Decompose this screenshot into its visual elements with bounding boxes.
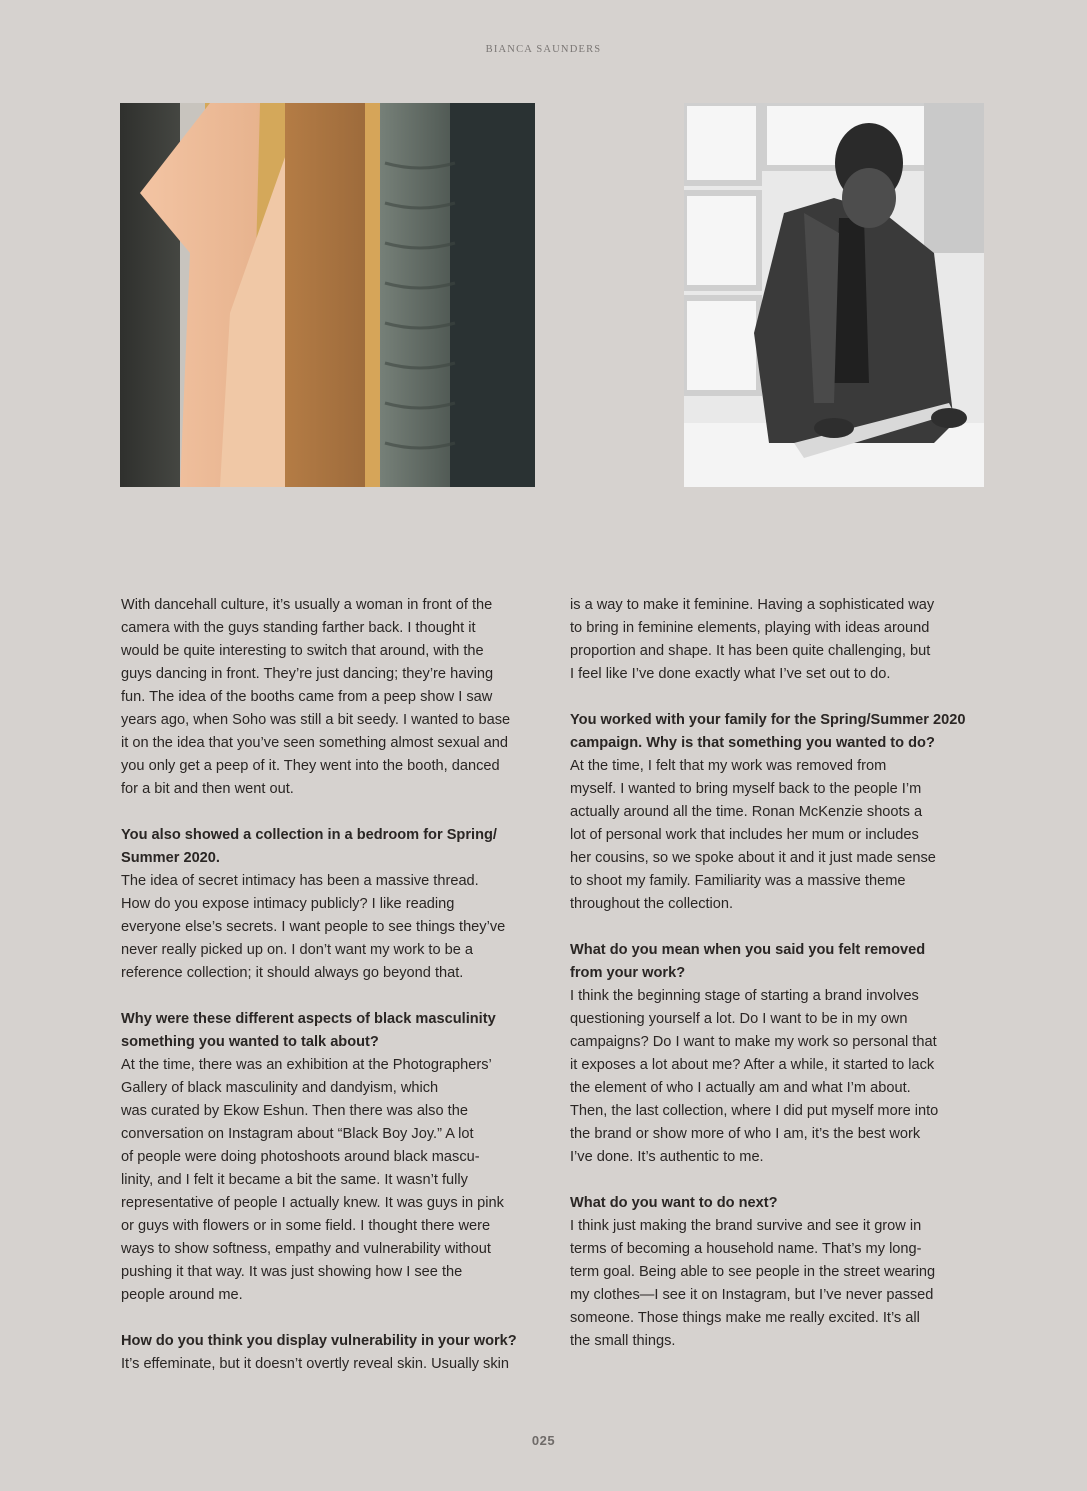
text-line: for a bit and then went out. — [121, 781, 294, 797]
text-line: to shoot my family. Familiarity was a massive theme — [570, 873, 906, 889]
text-line: I’ve done. It’s authentic to me. — [570, 1149, 764, 1165]
interview-question — [570, 939, 990, 985]
text-line: the brand or show more of who I am, it’s the best work — [570, 1126, 921, 1142]
paragraph-answer — [570, 755, 990, 916]
interview-question — [121, 1330, 541, 1353]
text-line: it exposes a lot about me? After a while, it started to lack — [570, 1057, 935, 1073]
paragraph-answer — [121, 870, 541, 985]
text-line: representative of people I actually knew. It was guys in pink — [121, 1195, 504, 1211]
paragraph-gap — [570, 1169, 990, 1192]
paragraph-answer — [570, 594, 990, 686]
text-line: What do you mean when you said you felt removed — [570, 942, 926, 958]
text-line: The idea of secret intimacy has been a massive thread. — [121, 873, 479, 889]
interview-question — [570, 1192, 990, 1215]
text-line: never really picked up on. I don’t want my work to be a — [121, 942, 474, 958]
text-line: How do you expose intimacy publicly? I like reading — [121, 896, 455, 912]
text-line: term goal. Being able to see people in the street wearing — [570, 1264, 936, 1280]
paragraph-answer — [121, 1353, 541, 1376]
text-line: it on the idea that you’ve seen something almost sexual and — [121, 735, 508, 751]
text-line: years ago, when Soho was still a bit seedy. I wanted to base — [121, 712, 511, 728]
text-line: linity, and I felt it became a bit the same. It wasn’t fully — [121, 1172, 468, 1188]
paragraph-gap — [121, 985, 541, 1008]
clothes-rack-photo — [120, 103, 535, 487]
paragraph-answer — [121, 594, 541, 801]
text-line: It’s effeminate, but it doesn’t overtly reveal skin. Usually skin — [121, 1356, 509, 1372]
text-line: I think the beginning stage of starting a brand involves — [570, 988, 919, 1004]
text-line: Gallery of black masculinity and dandyism, which — [121, 1080, 439, 1096]
text-line: people around me. — [121, 1287, 243, 1303]
text-line: is a way to make it feminine. Having a sophisticated way — [570, 597, 935, 613]
text-line: How do you think you display vulnerability in your work? — [121, 1333, 517, 1349]
left-text-column — [121, 594, 541, 1376]
text-line: Why were these different aspects of black masculinity — [121, 1011, 496, 1027]
text-line: campaigns? Do I want to make my work so personal that — [570, 1034, 937, 1050]
designer-portrait-photo — [684, 103, 984, 487]
paragraph-gap — [121, 1307, 541, 1330]
text-line: would be quite interesting to switch that around, with the — [121, 643, 484, 659]
text-line: something you wanted to talk about? — [121, 1034, 379, 1050]
text-line: camera with the guys standing farther back. I thought it — [121, 620, 476, 636]
interview-question — [121, 1008, 541, 1054]
text-line: guys dancing in front. They’re just dancing; they’re having — [121, 666, 494, 682]
text-line: Summer 2020. — [121, 850, 220, 866]
paragraph-gap — [570, 916, 990, 939]
text-line: campaign. Why is that something you wanted to do? — [570, 735, 935, 751]
text-line: someone. Those things make me really excited. It’s all — [570, 1310, 920, 1326]
text-line: questioning yourself a lot. Do I want to be in my own — [570, 1011, 908, 1027]
text-line: or guys with flowers or in some field. I thought there were — [121, 1218, 491, 1234]
page-number: 025 — [531, 1433, 556, 1448]
text-line: from your work? — [570, 965, 686, 981]
text-line: I feel like I’ve done exactly what I’ve set out to do. — [570, 666, 891, 682]
text-line: conversation on Instagram about “Black Boy Joy.” A lot — [121, 1126, 474, 1142]
text-line: throughout the collection. — [570, 896, 734, 912]
text-line: myself. I wanted to bring myself back to the people I’m — [570, 781, 922, 797]
text-line: of people were doing photoshoots around black mascu- — [121, 1149, 480, 1165]
paragraph-answer — [570, 1215, 990, 1353]
text-line: was curated by Ekow Eshun. Then there was also the — [121, 1103, 468, 1119]
right-text-column — [570, 594, 990, 1353]
text-line: ways to show softness, empathy and vulnerability without — [121, 1241, 491, 1257]
paragraph-gap — [570, 686, 990, 709]
text-line: the element of who I actually am and what I’m about. — [570, 1080, 911, 1096]
text-line: You also showed a collection in a bedroom for Spring/ — [121, 827, 497, 843]
text-line: terms of becoming a household name. That’s my long- — [570, 1241, 922, 1257]
interview-question — [570, 709, 990, 755]
interview-question — [121, 824, 541, 870]
running-head: BIANCA SAUNDERS — [485, 44, 602, 55]
paragraph-answer — [570, 985, 990, 1169]
text-line: proportion and shape. It has been quite challenging, but — [570, 643, 931, 659]
text-line: lot of personal work that includes her mum or includes — [570, 827, 919, 843]
paragraph-answer — [121, 1054, 541, 1307]
text-line: With dancehall culture, it’s usually a woman in front of the — [121, 597, 493, 613]
text-line: At the time, I felt that my work was removed from — [570, 758, 887, 774]
text-line: fun. The idea of the booths came from a peep show I saw — [121, 689, 493, 705]
text-line: to bring in feminine elements, playing with ideas around — [570, 620, 930, 636]
text-line: Then, the last collection, where I did put myself more into — [570, 1103, 939, 1119]
text-line: At the time, there was an exhibition at the Photographers’ — [121, 1057, 492, 1073]
text-line: my clothes—I see it on Instagram, but I’ve never passed — [570, 1287, 934, 1303]
text-line: actually around all the time. Ronan McKenzie shoots a — [570, 804, 923, 820]
text-line: pushing it that way. It was just showing how I see the — [121, 1264, 463, 1280]
paragraph-gap — [121, 801, 541, 824]
text-line: I think just making the brand survive and see it grow in — [570, 1218, 922, 1234]
text-line: the small things. — [570, 1333, 676, 1349]
text-line: reference collection; it should always go beyond that. — [121, 965, 464, 981]
text-line: you only get a peep of it. They went into the booth, danced — [121, 758, 500, 774]
text-line: What do you want to do next? — [570, 1195, 778, 1211]
text-line: her cousins, so we spoke about it and it just made sense — [570, 850, 936, 866]
text-line: everyone else’s secrets. I want people to see things they’ve — [121, 919, 506, 935]
text-line: You worked with your family for the Spring/Summer 2020 — [570, 712, 966, 728]
